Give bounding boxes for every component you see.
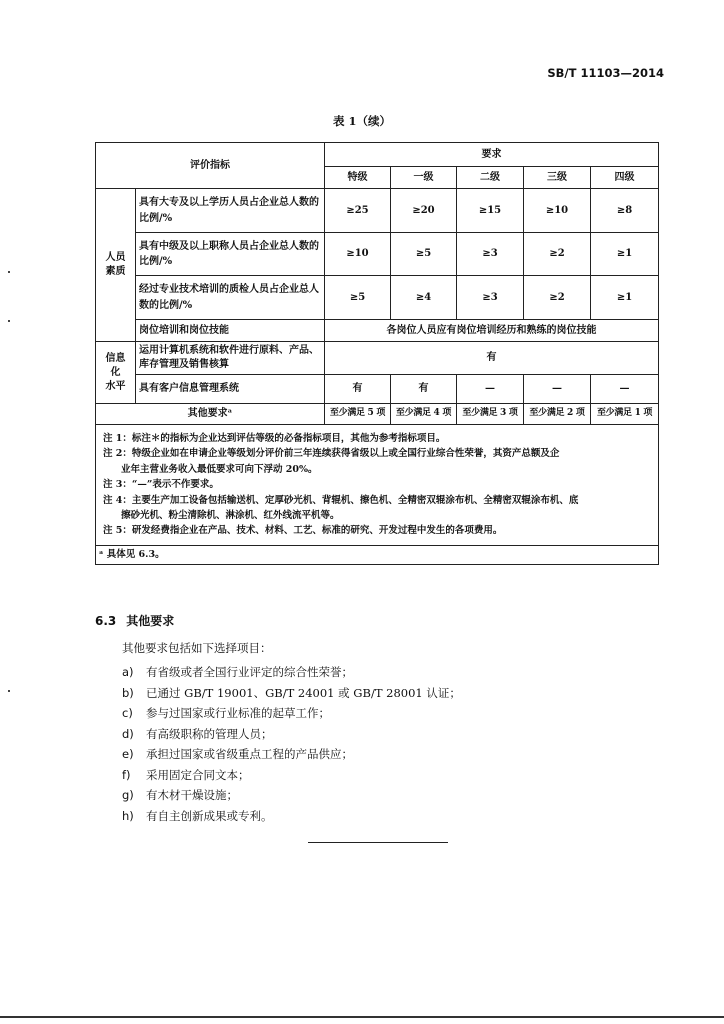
note-line: 擦砂光机、粉尘清除机、淋涂机、红外线流平机等。	[121, 509, 340, 521]
table-row	[96, 233, 659, 276]
level-header: 二级	[457, 167, 524, 189]
standard-code: SB/T 11103—2014	[547, 66, 664, 80]
table-row	[96, 189, 659, 233]
list-item	[122, 703, 461, 724]
category-line: 化	[110, 366, 121, 378]
value-cell: ≥3	[457, 276, 524, 320]
table-row	[96, 276, 659, 320]
level-header: 特级	[325, 167, 391, 189]
notes-row	[96, 425, 659, 546]
section-number: 6.3	[95, 614, 117, 628]
value-cell: 至少满足 3 项	[457, 404, 524, 425]
row-label: 具有客户信息管理系统	[136, 375, 325, 404]
value-cell: 至少满足 4 项	[391, 404, 457, 425]
scan-speck	[8, 271, 10, 273]
value-cell: ≥1	[591, 276, 659, 320]
row-label: 运用计算机系统和软件进行原料、产品、库存管理及销售核算	[136, 342, 325, 375]
note-line: 业年主营业务收入最低要求可向下浮动 20%。	[121, 463, 318, 475]
value-cell: ≥10	[325, 233, 391, 276]
list-marker: h)	[122, 808, 134, 823]
list-item	[122, 683, 461, 704]
list-marker: f)	[122, 767, 131, 782]
note-line: 注 5：研发经费指企业在产品、技术、材料、工艺、标准的研究、开发过程中发生的各项费用。	[103, 525, 503, 537]
table-row	[96, 404, 659, 425]
list-text: 承担过国家或省级重点工程的产品供应；	[146, 747, 353, 761]
list-marker: e)	[122, 747, 134, 761]
value-cell: ≥15	[457, 189, 524, 233]
list-text: 参与过国家或行业标准的起草工作；	[146, 706, 330, 720]
value-cell: 有	[391, 375, 457, 404]
note-line: 注 4：主要生产加工设备包括输送机、定厚砂光机、背辊机、擦色机、全精密双辊涂布机、全精密双辊涂布机、底	[103, 494, 579, 506]
list-marker: d)	[122, 726, 134, 741]
category-cell	[96, 342, 136, 404]
table-footnote: ᵃ 具体见 6.3。	[96, 545, 659, 565]
list-text: 有省级或者全国行业评定的综合性荣誉；	[146, 665, 353, 679]
list-marker: g)	[122, 788, 134, 802]
scan-speck	[8, 690, 10, 692]
category-line: 素质	[105, 266, 126, 277]
row-label-other: 其他要求ᵃ	[96, 404, 325, 425]
list-item	[122, 662, 461, 683]
value-cell: ≥25	[325, 189, 391, 233]
evaluation-table	[95, 142, 659, 565]
note-line: 注 2：特级企业如在申请企业等级划分评价前三年连续获得省级以上或全国行业综合性荣誉，其资产总额及企	[103, 448, 560, 460]
level-header: 一级	[391, 167, 457, 189]
note-line: 注 1：标注＊的指标为企业达到评估等级的必备指标项目，其他为参考指标项目。	[103, 433, 446, 444]
list-text: 有木材干燥设施；	[146, 788, 238, 802]
value-cell: ≥4	[391, 276, 457, 320]
list-item	[122, 765, 461, 786]
page-bottom-rule	[0, 1016, 724, 1018]
footnote-row	[96, 545, 659, 565]
col-header-indicator: 评价指标	[96, 143, 325, 189]
merged-value-cell: 有	[325, 342, 659, 375]
category-line: 信息	[105, 352, 126, 364]
table-row	[96, 320, 659, 342]
level-header: 三级	[524, 167, 591, 189]
list-item	[122, 785, 461, 806]
value-cell: ≥5	[391, 233, 457, 276]
list-marker: b)	[122, 685, 134, 700]
category-line: 水平	[105, 380, 126, 392]
category-cell	[96, 189, 136, 342]
merged-value-cell: 各岗位人员应有岗位培训经历和熟练的岗位技能	[325, 320, 659, 342]
value-cell: 至少满足 5 项	[325, 404, 391, 425]
list-item	[122, 744, 461, 765]
list-text: 已通过 GB/T 19001、GB/T 24001 或 GB/T 28001 认证；	[146, 685, 461, 700]
end-of-document-rule	[308, 842, 448, 843]
value-cell: —	[524, 375, 591, 404]
value-cell: ≥2	[524, 233, 591, 276]
row-label: 经过专业技术培训的质检人员占企业总人数的比例/%	[136, 276, 325, 320]
value-cell: 有	[325, 375, 391, 404]
table-row	[96, 375, 659, 404]
list-item	[122, 806, 461, 827]
value-cell: ≥10	[524, 189, 591, 233]
list-text: 采用固定合同文本；	[146, 767, 250, 782]
list-text: 有自主创新成果或专利。	[146, 808, 273, 823]
note-line: 注 3：“—”表示不作要求。	[103, 479, 219, 491]
category-line: 人员	[105, 252, 126, 263]
list-item	[122, 724, 461, 745]
value-cell: ≥8	[591, 189, 659, 233]
row-label: 具有中级及以上职称人员占企业总人数的比例/%	[136, 233, 325, 276]
value-cell: ≥20	[391, 189, 457, 233]
value-cell: ≥5	[325, 276, 391, 320]
col-header-requirement: 要求	[325, 143, 659, 167]
table-title: 表 1（续）	[332, 114, 391, 128]
row-label: 岗位培训和岗位技能	[136, 320, 325, 342]
list-marker: c)	[122, 706, 133, 720]
value-cell: ≥1	[591, 233, 659, 276]
list-text: 有高级职称的管理人员；	[146, 726, 273, 741]
row-label: 具有大专及以上学历人员占企业总人数的比例/%	[136, 189, 325, 233]
table-row	[96, 342, 659, 375]
level-header: 四级	[591, 167, 659, 189]
section-heading	[95, 612, 174, 629]
section-title: 其他要求	[126, 614, 175, 628]
list-marker: a)	[122, 665, 134, 679]
value-cell: ≥3	[457, 233, 524, 276]
requirement-list	[122, 662, 461, 826]
value-cell: —	[591, 375, 659, 404]
value-cell: ≥2	[524, 276, 591, 320]
section-intro: 其他要求包括如下选择项目：	[122, 641, 272, 655]
scan-speck	[8, 320, 10, 322]
value-cell: 至少满足 2 项	[524, 404, 591, 425]
value-cell: 至少满足 1 项	[591, 404, 659, 425]
value-cell: —	[457, 375, 524, 404]
